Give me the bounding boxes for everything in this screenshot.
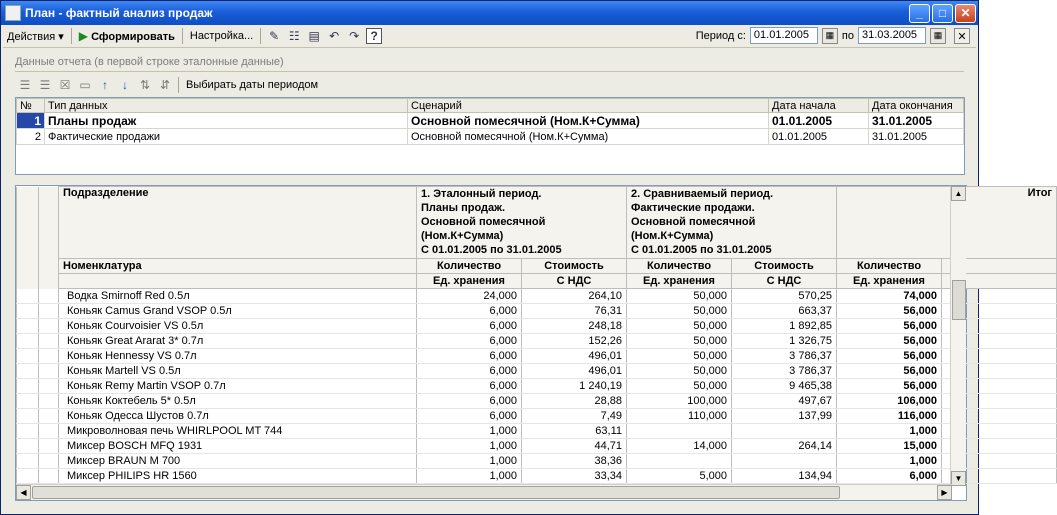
- period1-line: (Ном.К+Сумма): [421, 230, 504, 242]
- unit-header: Ед. хранения: [627, 274, 732, 289]
- qty-cell[interactable]: 100,000: [627, 394, 732, 409]
- qty-cell[interactable]: 50,000: [627, 304, 732, 319]
- cost-cell[interactable]: 134,94: [732, 469, 837, 484]
- cost-cell[interactable]: 1 240,19: [522, 379, 627, 394]
- total-qty-cell[interactable]: 106,000: [837, 394, 942, 409]
- tree-settings-icon[interactable]: ☷: [288, 29, 300, 43]
- period2-header: [627, 187, 837, 259]
- cost-cell[interactable]: 248,18: [522, 319, 627, 334]
- cost-cell[interactable]: 663,37: [732, 304, 837, 319]
- qty-cell[interactable]: 6,000: [417, 409, 522, 424]
- close-button[interactable]: ✕: [955, 4, 976, 23]
- qty-cell[interactable]: 1,000: [417, 424, 522, 439]
- qty-cell[interactable]: 1,000: [417, 439, 522, 454]
- clear-period-button[interactable]: ✕: [954, 28, 970, 44]
- row-gutter: [39, 274, 59, 289]
- data-type-cell[interactable]: Фактические продажи: [45, 129, 408, 145]
- start-date-cell[interactable]: 01.01.2005: [769, 113, 869, 129]
- item-name-cell[interactable]: Миксер PHILIPS HR 1560: [59, 469, 417, 484]
- qty-cell[interactable]: 6,000: [417, 349, 522, 364]
- row-gutter: [39, 319, 59, 334]
- period1-header: [417, 187, 627, 259]
- toolbar-separator: [71, 28, 72, 44]
- item-name-cell[interactable]: Миксер BOSCH MFQ 1931: [59, 439, 417, 454]
- cost-cell[interactable]: 7,49: [522, 409, 627, 424]
- title-bar[interactable]: [1, 1, 978, 25]
- data-type-cell[interactable]: Планы продаж: [45, 113, 408, 129]
- row-gutter: [17, 454, 39, 469]
- section-divider: [15, 71, 964, 72]
- scroll-thumb[interactable]: [952, 280, 966, 320]
- col-header-scenario[interactable]: Сценарий: [408, 99, 769, 113]
- toolbar-separator: [182, 28, 183, 44]
- qty-cell[interactable]: 50,000: [627, 319, 732, 334]
- cost-cell[interactable]: 264,10: [522, 289, 627, 304]
- copy-row-icon[interactable]: ☰: [39, 78, 51, 92]
- row-gutter: [39, 394, 59, 409]
- generate-label: Сформировать: [91, 31, 175, 43]
- row-gutter: [17, 379, 39, 394]
- total-qty-cell[interactable]: 6,000: [837, 469, 942, 484]
- item-name-cell[interactable]: Миксер BRAUN M 700: [59, 454, 417, 469]
- row-gutter: [39, 334, 59, 349]
- row-gutter: [17, 187, 39, 259]
- calendar-icon[interactable]: ▦: [822, 28, 838, 44]
- qty-cell[interactable]: 24,000: [417, 289, 522, 304]
- period-selector: [696, 27, 946, 44]
- cost-cell[interactable]: 1 326,75: [732, 334, 837, 349]
- settings-button[interactable]: Настройка...: [189, 30, 254, 42]
- qty-cell[interactable]: 14,000: [627, 439, 732, 454]
- scroll-up-icon[interactable]: ▲: [951, 186, 966, 201]
- vat-header: С НДС: [522, 274, 627, 289]
- table-row[interactable]: [17, 454, 1057, 469]
- qty-cell[interactable]: 50,000: [627, 349, 732, 364]
- row-gutter: [17, 304, 39, 319]
- table-row[interactable]: [17, 394, 1057, 409]
- section-title: Данные отчета (в первой строке эталонные данные): [15, 56, 284, 68]
- table-row[interactable]: [17, 129, 964, 145]
- scroll-down-icon[interactable]: ▼: [951, 471, 966, 486]
- period1-line: Планы продаж.: [421, 202, 505, 214]
- row-gutter: [39, 379, 59, 394]
- table-row[interactable]: [17, 349, 1057, 364]
- division-header: Подразделение: [59, 187, 417, 259]
- table-row[interactable]: [17, 289, 1057, 304]
- period-label: Период с:: [695, 29, 746, 42]
- table-row[interactable]: [17, 364, 1057, 379]
- report-app-icon: [5, 5, 21, 21]
- vertical-scrollbar[interactable]: [950, 186, 966, 486]
- item-name-cell[interactable]: Коньяк Great Ararat 3* 0.7л: [59, 334, 417, 349]
- edit-icon[interactable]: ✎: [269, 29, 280, 43]
- row-gutter: [39, 349, 59, 364]
- row-gutter: [17, 334, 39, 349]
- col-header-type[interactable]: Тип данных: [45, 99, 408, 113]
- item-name-cell[interactable]: Водка Smirnoff Red 0.5л: [59, 289, 417, 304]
- row-gutter: [17, 319, 39, 334]
- qty-cell[interactable]: [627, 424, 732, 439]
- period2-line: С 01.01.2005 по 31.01.2005: [631, 244, 772, 256]
- row-gutter: [39, 187, 59, 259]
- row-gutter: [17, 289, 39, 304]
- period2-line: Основной помесячной: [631, 216, 756, 228]
- scenario-cell[interactable]: Основной помесячной (Ном.К+Сумма): [408, 129, 769, 145]
- actions-menu[interactable]: Действия ▾: [7, 30, 64, 43]
- total-qty-cell[interactable]: 74,000: [837, 289, 942, 304]
- end-date-cell[interactable]: 31.01.2005: [869, 113, 964, 129]
- cost-cell[interactable]: [732, 424, 837, 439]
- total-qty-cell[interactable]: 1,000: [837, 424, 942, 439]
- row-gutter: [17, 409, 39, 424]
- end-date-cell[interactable]: 31.01.2005: [869, 129, 964, 145]
- scroll-left-icon[interactable]: ◀: [16, 485, 31, 500]
- cost-cell[interactable]: [732, 454, 837, 469]
- total-qty-cell[interactable]: 15,000: [837, 439, 942, 454]
- table-row[interactable]: [17, 424, 1057, 439]
- cost-cell[interactable]: 3 786,37: [732, 364, 837, 379]
- total-qty-cell[interactable]: 56,000: [837, 349, 942, 364]
- actions-label: Действия: [7, 30, 56, 43]
- item-name-cell[interactable]: Коньяк Hennessy VS 0.7л: [59, 349, 417, 364]
- period1-line: С 01.01.2005 по 31.01.2005: [421, 244, 562, 256]
- sort-asc-icon[interactable]: ⇅: [139, 78, 151, 92]
- unit-header: Ед. хранения: [417, 274, 522, 289]
- total-qty-cell[interactable]: 56,000: [837, 334, 942, 349]
- total-qty-cell[interactable]: 56,000: [837, 379, 942, 394]
- period1-line: 1. Эталонный период.: [421, 188, 542, 200]
- window-title: План - фактный анализ продаж: [25, 6, 213, 20]
- row-gutter: [39, 304, 59, 319]
- qty-cell[interactable]: 50,000: [627, 289, 732, 304]
- move-up-icon[interactable]: ↑: [102, 78, 108, 92]
- item-name-cell[interactable]: Коньяк Коктебель 5* 0.5л: [59, 394, 417, 409]
- move-down-icon[interactable]: ↓: [122, 78, 128, 92]
- qty-cell[interactable]: 1,000: [417, 454, 522, 469]
- table-icon[interactable]: ▤: [308, 29, 320, 43]
- qty-cell[interactable]: 6,000: [417, 394, 522, 409]
- cost-cell[interactable]: 264,14: [732, 439, 837, 454]
- row-gutter: [17, 274, 39, 289]
- refresh-left-icon[interactable]: ↶: [329, 29, 340, 43]
- item-name-cell[interactable]: Коньяк Martell VS 0.5л: [59, 364, 417, 379]
- qty-cell[interactable]: 1,000: [417, 469, 522, 484]
- help-icon[interactable]: ?: [366, 28, 382, 44]
- row-gutter: [17, 424, 39, 439]
- scroll-thumb[interactable]: [32, 486, 840, 499]
- row-gutter: [17, 469, 39, 484]
- scroll-right-icon[interactable]: ▶: [937, 485, 952, 500]
- qty-cell[interactable]: [627, 454, 732, 469]
- qty-cell[interactable]: 50,000: [627, 379, 732, 394]
- choose-dates-button[interactable]: Выбирать даты периодом: [186, 79, 319, 91]
- maximize-button[interactable]: □: [932, 4, 953, 23]
- report-data-grid: [15, 97, 965, 175]
- cost-cell[interactable]: 137,99: [732, 409, 837, 424]
- table-row[interactable]: [17, 319, 1057, 334]
- qty-cell[interactable]: 6,000: [417, 334, 522, 349]
- qty-cell[interactable]: 5,000: [627, 469, 732, 484]
- row-gutter: [39, 409, 59, 424]
- report-spreadsheet[interactable]: [15, 185, 1053, 501]
- cost-cell[interactable]: 570,25: [732, 289, 837, 304]
- cost-cell[interactable]: 3 786,37: [732, 349, 837, 364]
- cost-cell[interactable]: 76,31: [522, 304, 627, 319]
- total-qty-cell[interactable]: 116,000: [837, 409, 942, 424]
- col-header-start-date[interactable]: Дата начала: [769, 99, 869, 113]
- total-header: Итог: [837, 187, 1057, 259]
- row-gutter: [39, 439, 59, 454]
- qty-cell[interactable]: 6,000: [417, 319, 522, 334]
- cost-cell[interactable]: 28,88: [522, 394, 627, 409]
- qty-cell[interactable]: 50,000: [627, 334, 732, 349]
- row-gutter: [17, 349, 39, 364]
- item-name-cell[interactable]: Микроволновая печь WHIRLPOOL MT 744: [59, 424, 417, 439]
- row-gutter: [39, 259, 59, 274]
- cost-cell[interactable]: 9 465,38: [732, 379, 837, 394]
- period2-line: 2. Сравниваемый период.: [631, 188, 774, 200]
- total-qty-cell[interactable]: 1,000: [837, 454, 942, 469]
- table-row[interactable]: [17, 409, 1057, 424]
- col-header-number[interactable]: №: [17, 99, 45, 113]
- sort-desc-icon[interactable]: ⇵: [159, 78, 171, 92]
- qty-header: Количество: [417, 259, 522, 274]
- col-header-end-date[interactable]: Дата окончания: [869, 99, 964, 113]
- item-subheader: [59, 274, 417, 289]
- qty-cell[interactable]: 110,000: [627, 409, 732, 424]
- cost-cell[interactable]: 44,71: [522, 439, 627, 454]
- qty-cell[interactable]: 50,000: [627, 364, 732, 379]
- period-to-label: по: [841, 29, 854, 42]
- period-from-input[interactable]: 01.01.2005: [750, 27, 818, 44]
- table-row[interactable]: [17, 469, 1057, 484]
- data-toolbar: [15, 75, 322, 95]
- toolbar-separator: [260, 28, 261, 44]
- calendar-icon[interactable]: ▦: [930, 28, 946, 44]
- refresh-right-icon[interactable]: ↷: [349, 29, 360, 43]
- start-date-cell[interactable]: 01.01.2005: [769, 129, 869, 145]
- table-row[interactable]: [17, 334, 1057, 349]
- row-number: 2: [17, 129, 45, 145]
- item-name-cell[interactable]: Коньяк Одесса Шустов 0.7л: [59, 409, 417, 424]
- status-bar: [1, 506, 978, 514]
- qty-header: Количество: [627, 259, 732, 274]
- add-row-icon[interactable]: ☰: [19, 78, 31, 92]
- table-row[interactable]: [17, 113, 964, 129]
- item-name-cell[interactable]: Коньяк Courvoisier VS 0.5л: [59, 319, 417, 334]
- row-number: 1: [17, 113, 45, 129]
- row-gutter: [17, 259, 39, 274]
- vat-header: С НДС: [732, 274, 837, 289]
- cost-cell[interactable]: 496,01: [522, 349, 627, 364]
- item-name-cell[interactable]: Коньяк Camus Grand VSOP 0.5л: [59, 304, 417, 319]
- period-to-input[interactable]: 31.03.2005: [858, 27, 926, 44]
- period2-line: Фактические продажи.: [631, 202, 755, 214]
- row-gutter: [39, 424, 59, 439]
- main-toolbar: [3, 25, 976, 48]
- row-gutter: [17, 394, 39, 409]
- total-qty-cell[interactable]: 56,000: [837, 319, 942, 334]
- scenario-cell[interactable]: Основной помесячной (Ном.К+Сумма): [408, 113, 769, 129]
- row-gutter: [17, 439, 39, 454]
- clear-icon[interactable]: ▭: [79, 78, 91, 92]
- total-qty-cell[interactable]: 56,000: [837, 364, 942, 379]
- cost-cell[interactable]: 496,01: [522, 364, 627, 379]
- cost-header: Стоимость: [732, 259, 837, 274]
- period2-line: (Ном.К+Сумма): [631, 230, 714, 242]
- total-qty-cell[interactable]: 56,000: [837, 304, 942, 319]
- play-icon: ▶: [78, 29, 89, 43]
- toolbar-separator: [178, 77, 179, 93]
- item-header: Номенклатура: [59, 259, 417, 274]
- row-gutter: [39, 364, 59, 379]
- qty-cell[interactable]: 6,000: [417, 304, 522, 319]
- cost-cell[interactable]: 497,67: [732, 394, 837, 409]
- cost-cell[interactable]: 33,34: [522, 469, 627, 484]
- table-row[interactable]: [17, 304, 1057, 319]
- delete-row-icon[interactable]: ☒: [59, 78, 71, 92]
- item-name-cell[interactable]: Коньяк Remy Martin VSOP 0.7л: [59, 379, 417, 394]
- qty-header: Количество: [837, 259, 942, 274]
- qty-cell[interactable]: 6,000: [417, 364, 522, 379]
- unit-header: Ед. хранения: [837, 274, 942, 289]
- minimize-button[interactable]: _: [909, 4, 930, 23]
- generate-button[interactable]: [75, 27, 179, 45]
- cost-cell[interactable]: 63,11: [522, 424, 627, 439]
- cost-cell[interactable]: 152,26: [522, 334, 627, 349]
- cost-header: Стоимость: [522, 259, 627, 274]
- row-gutter: [39, 289, 59, 304]
- horizontal-scrollbar[interactable]: [16, 484, 952, 500]
- qty-cell[interactable]: 6,000: [417, 379, 522, 394]
- row-gutter: [39, 469, 59, 484]
- cost-cell[interactable]: 1 892,85: [732, 319, 837, 334]
- cost-cell[interactable]: 38,36: [522, 454, 627, 469]
- table-row[interactable]: [17, 379, 1057, 394]
- period1-line: Основной помесячной: [421, 216, 546, 228]
- row-gutter: [17, 364, 39, 379]
- row-gutter: [39, 454, 59, 469]
- table-row[interactable]: [17, 439, 1057, 454]
